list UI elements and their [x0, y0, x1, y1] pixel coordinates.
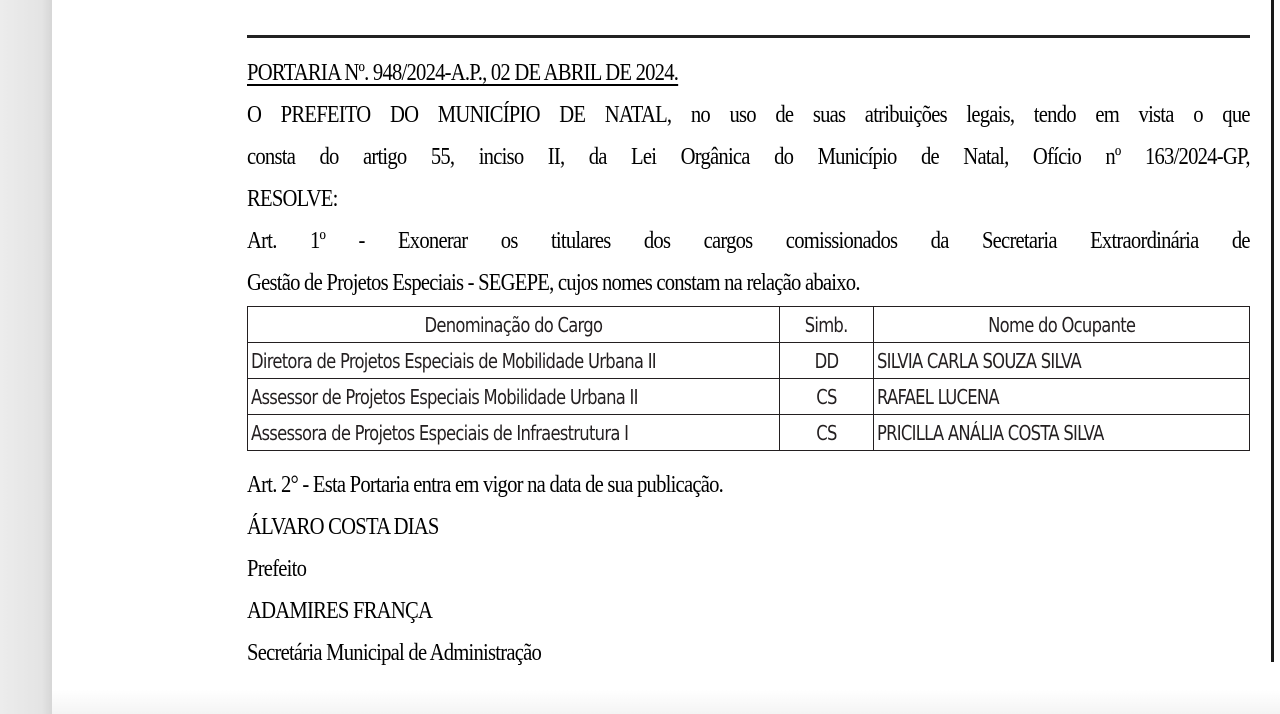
page-bottom-edge [52, 690, 1280, 714]
resolve-label: RESOLVE: [247, 186, 338, 212]
table-header-row [248, 307, 1250, 343]
header-simbolo: Simb. [779, 307, 874, 343]
header-cargo: Denominação do Cargo [248, 307, 780, 343]
portaria-title: PORTARIA Nº. 948/2024-A.P., 02 DE ABRIL DE 2024. [247, 60, 679, 86]
table-row [248, 415, 1250, 451]
section-divider [247, 35, 1250, 38]
preamble-line-2: consta do artigo 55, inciso II, da Lei Orgânica do Município de Natal, Ofício nº 163/2024-GP, [247, 144, 1250, 170]
preamble-line-1: O PREFEITO DO MUNICÍPIO DE NATAL, no uso de suas atribuições legais, tendo em vista o que [247, 102, 1250, 128]
cell-cargo: Diretora de Projetos Especiais de Mobilidade Urbana II [248, 343, 780, 379]
cell-simbolo: CS [779, 379, 874, 415]
signatory-1-role: Prefeito [247, 556, 307, 582]
clipped-previous-text [340, 0, 670, 6]
page-right-border [1271, 0, 1274, 662]
article-1-line-1: Art. 1º - Exonerar os titulares dos cargos comissionados da Secretaria Extraordinária de [247, 228, 1250, 254]
signatory-1-name: ÁLVARO COSTA DIAS [247, 514, 439, 540]
signatory-2-name: ADAMIRES FRANÇA [247, 598, 433, 624]
article-1-line-2: Gestão de Projetos Especiais - SEGEPE, cujos nomes constam na relação abaixo. [247, 270, 860, 296]
cell-ocupante: PRICILLA ANÁLIA COSTA SILVA [874, 415, 1250, 451]
portaria-body [247, 52, 1250, 304]
cell-ocupante: RAFAEL LUCENA [874, 379, 1250, 415]
cell-simbolo: DD [779, 343, 874, 379]
cell-simbolo: CS [779, 415, 874, 451]
viewer-left-margin [0, 0, 52, 714]
cargos-table [247, 306, 1250, 451]
portaria-closing [247, 464, 1250, 674]
cell-ocupante: SILVIA CARLA SOUZA SILVA [874, 343, 1250, 379]
table-row [248, 379, 1250, 415]
article-2: Art. 2° - Esta Portaria entra em vigor na data de sua publicação. [247, 472, 724, 498]
cell-cargo: Assessora de Projetos Especiais de Infraestrutura I [248, 415, 780, 451]
cell-cargo: Assessor de Projetos Especiais Mobilidade Urbana II [248, 379, 780, 415]
table-row [248, 343, 1250, 379]
header-ocupante: Nome do Ocupante [874, 307, 1250, 343]
signatory-2-role: Secretária Municipal de Administração [247, 640, 542, 666]
